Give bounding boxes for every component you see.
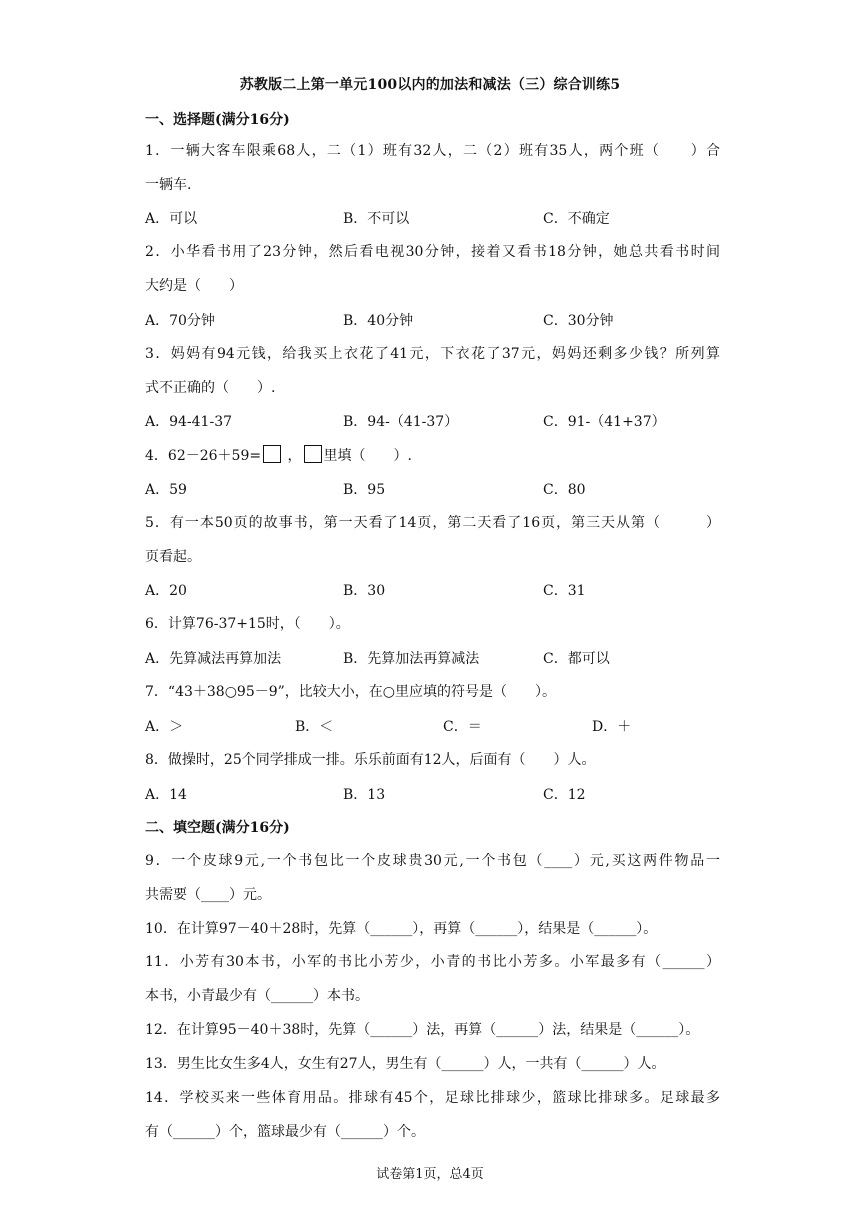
page-footer: 试卷第1页，总4页	[376, 1167, 484, 1182]
question-10-line-1: 10．在计算97－40＋28时，先算（______），再算（______），结果是（______）。	[145, 921, 658, 937]
question-3-options	[145, 411, 720, 431]
option-c[interactable]: C．都可以	[543, 651, 610, 667]
option-a[interactable]: A．70分钟	[145, 313, 215, 329]
option-b[interactable]: B．30	[343, 583, 386, 599]
option-c[interactable]: C．91-（41+37）	[543, 414, 666, 430]
option-a[interactable]: A．59	[145, 482, 187, 498]
option-a[interactable]: A．94-41-37	[145, 414, 233, 430]
option-c[interactable]: C．31	[543, 583, 586, 599]
question-14-line-1: 14．学校买来一些体育用品。排球有45个，足球比排球少，篮球比排球多。足球最多	[145, 1090, 720, 1106]
page-title: 苏教版二上第一单元100以内的加法和减法（三）综合训练5	[239, 77, 621, 93]
question-1-line-1: 1．一辆大客车限乘68人，二（1）班有32人，二（2）班有35人，两个班（ ）合	[145, 143, 720, 159]
option-c[interactable]: C．＝	[443, 719, 482, 735]
question-1-options	[145, 208, 720, 228]
question-4-line-1	[145, 445, 720, 466]
question-4-options	[145, 479, 720, 499]
answer-box[interactable]	[263, 445, 281, 463]
option-c[interactable]: C．不确定	[543, 211, 610, 227]
option-a[interactable]: A．14	[145, 787, 187, 803]
option-b[interactable]: B．95	[343, 482, 386, 498]
question-7-options	[145, 716, 720, 736]
section-heading-fill: 二、填空题(满分16分)	[145, 820, 290, 836]
option-b[interactable]: B．13	[343, 787, 386, 803]
option-a[interactable]: A．20	[145, 583, 187, 599]
question-3-line-1: 3．妈妈有94元钱，给我买上衣花了41元，下衣花了37元，妈妈还剩多少钱？所列算	[145, 346, 720, 362]
question-3-line-2: 式不正确的（ ）.	[145, 380, 276, 396]
option-b[interactable]: B．94-（41-37）	[343, 414, 459, 430]
question-13-line-1: 13．男生比女生多4人，女生有27人，男生有（______）人，一共有（______）人。	[145, 1056, 666, 1072]
option-a[interactable]: A．先算减法再算加法	[145, 651, 282, 667]
question-9-line-1: 9．一个皮球9元,一个书包比一个皮球贵30元,一个书包（____）元,买这两件物品一	[145, 853, 720, 869]
question-5-line-2: 页看起。	[145, 549, 201, 565]
question-11-line-1: 11．小芳有30本书，小军的书比小芳少，小青的书比小芳多。小军最多有（______）	[145, 954, 720, 970]
question-4-expression: 4．62－26＋59=	[145, 448, 262, 464]
option-b[interactable]: B．不可以	[343, 211, 410, 227]
question-11-line-2: 本书，小青最少有（______）本书。	[145, 988, 369, 1004]
option-b[interactable]: B．先算加法再算减法	[343, 651, 480, 667]
question-14-line-2: 有（______）个，篮球最少有（______）个。	[145, 1124, 425, 1140]
option-b[interactable]: B．＜	[295, 719, 334, 735]
question-5-options	[145, 580, 720, 600]
question-8-options	[145, 784, 720, 804]
question-2-line-1: 2．小华看书用了23分钟，然后看电视30分钟，接着又看书18分钟，她总共看书时间	[145, 244, 720, 260]
option-a[interactable]: A．可以	[145, 211, 198, 227]
question-8-line-1: 8．做操时，25个同学排成一排。乐乐前面有12人，后面有（ ）人。	[145, 752, 596, 768]
question-5-line-1: 5．有一本50页的故事书，第一天看了14页，第二天看了16页，第三天从第（ ）	[145, 515, 720, 531]
option-c[interactable]: C．12	[543, 787, 586, 803]
option-d[interactable]: D．＋	[592, 719, 632, 735]
question-7-line-1: 7．“43＋38○95－9”，比较大小，在○里应填的符号是（ ）。	[145, 684, 557, 700]
question-6-line-1: 6．计算76-37+15时，（ ）。	[145, 616, 350, 632]
question-4-separator: ，	[283, 448, 302, 464]
question-4-prompt: 里填（ ）.	[323, 448, 412, 464]
question-12-line-1: 12．在计算95－40＋38时，先算（______）法，再算（______）法，结果是（______）。	[145, 1022, 700, 1038]
question-2-options	[145, 310, 720, 330]
question-9-line-2: 共需要（____）元。	[145, 887, 271, 903]
option-b[interactable]: B．40分钟	[343, 313, 414, 329]
answer-box-ref	[304, 445, 322, 463]
question-6-options	[145, 648, 720, 668]
question-2-line-2: 大约是（ ）	[145, 278, 243, 294]
section-heading-choice: 一、选择题(满分16分)	[145, 112, 290, 128]
option-a[interactable]: A．＞	[145, 719, 184, 735]
option-c[interactable]: C．30分钟	[543, 313, 614, 329]
question-1-line-2: 一辆车.	[145, 177, 192, 193]
option-c[interactable]: C．80	[543, 482, 586, 498]
